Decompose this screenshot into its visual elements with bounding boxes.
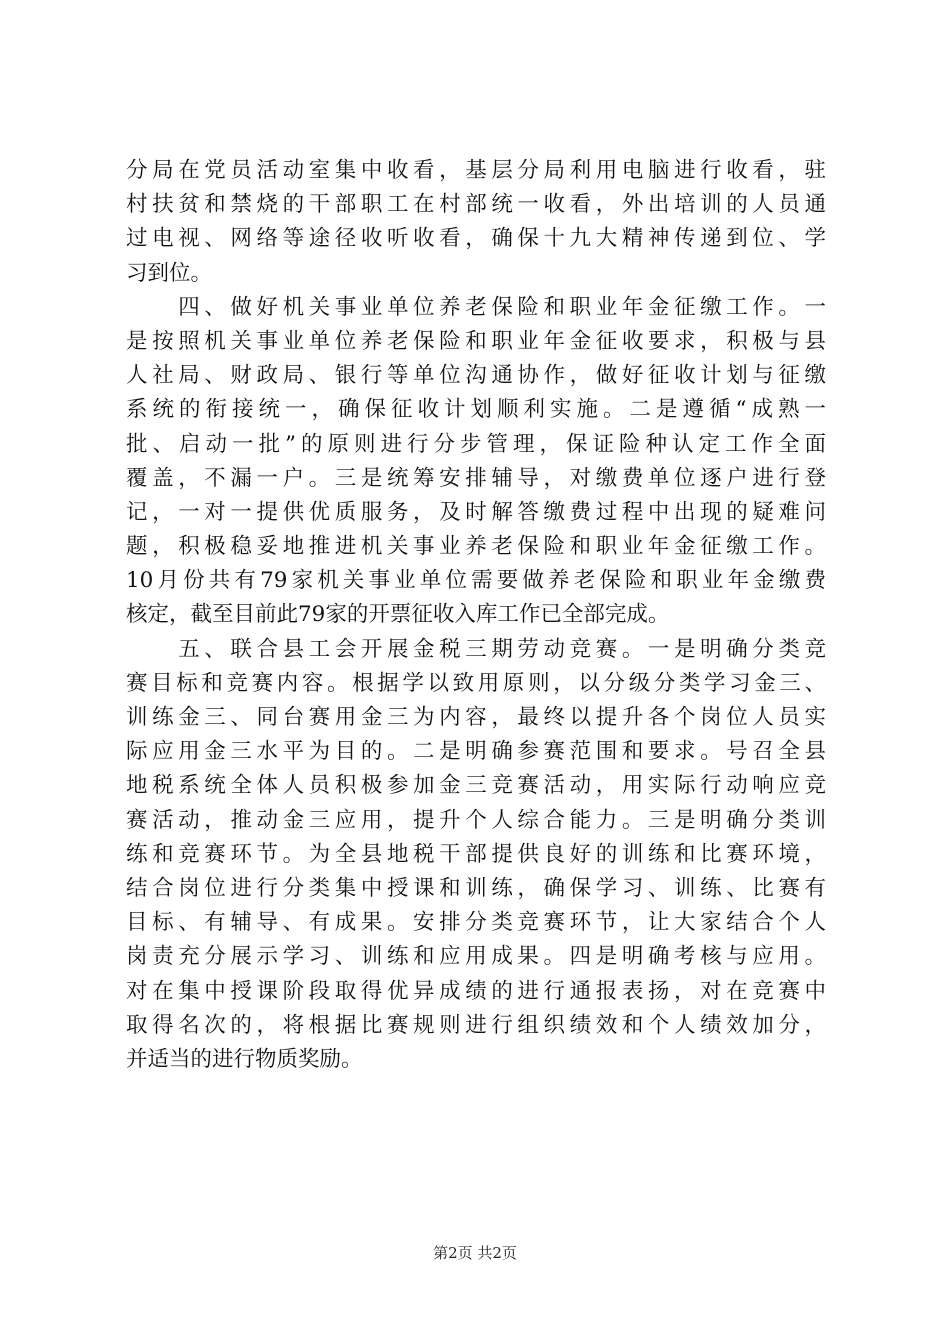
page-footer: 第2页 共2页 <box>433 1244 517 1262</box>
text-line: 核定，截至目前此79家的开票征收入库工作已全部完成。 <box>126 602 670 628</box>
text-line: 系统的衔接统一，确保征收计划顺利实施。二是遵循“成熟一 <box>126 397 826 423</box>
text-line: 结合岗位进行分类集中授课和训练，确保学习、训练、比赛有 <box>126 875 826 901</box>
text-line: 际应用金三水平为目的。二是明确参赛范围和要求。号召全县 <box>126 739 826 765</box>
text-line: 赛目标和竞赛内容。根据学以致用原则，以分级分类学习金三、 <box>126 670 826 696</box>
text-line: 题，积极稳妥地推进机关事业养老保险和职业年金征缴工作。 <box>126 534 826 560</box>
text-line: 岗责充分展示学习、训练和应用成果。四是明确考核与应用。 <box>126 944 826 970</box>
text-line: 分局在党员活动室集中收看，基层分局利用电脑进行收看，驻 <box>126 158 826 183</box>
text-line: 是按照机关事业单位养老保险和职业年金征收要求，积极与县 <box>126 328 826 354</box>
text-line: 目标、有辅导、有成果。安排分类竞赛环节，让大家结合个人 <box>126 910 826 936</box>
text-line: 取得名次的，将根据比赛规则进行组织绩效和个人绩效加分， <box>126 1012 826 1038</box>
text-line: 练和竞赛环节。为全县地税干部提供良好的训练和比赛环境， <box>126 841 826 867</box>
text-line: 10月份共有79家机关事业单位需要做养老保险和职业年金缴费 <box>126 568 826 594</box>
text-line: 批、启动一批”的原则进行分步管理，保证险种认定工作全面 <box>126 431 826 457</box>
body-text <box>126 154 826 1077</box>
text-line: 记，一对一提供优质服务，及时解答缴费过程中出现的疑难问 <box>126 499 826 525</box>
text-line: 四、做好机关事业单位养老保险和职业年金征缴工作。一 <box>126 294 826 320</box>
text-line: 人社局、财政局、银行等单位沟通协作，做好征收计划与征缴 <box>126 363 826 389</box>
text-line: 对在集中授课阶段取得优异成绩的进行通报表扬，对在竞赛中 <box>126 978 826 1004</box>
text-line: 地税系统全体人员积极参加金三竞赛活动，用实际行动响应竞 <box>126 773 826 799</box>
text-line: 并适当的进行物质奖励。 <box>126 1046 363 1072</box>
text-line: 村扶贫和禁烧的干部职工在村部统一收看，外出培训的人员通 <box>126 192 826 218</box>
text-line: 过电视、网络等途径收听收看，确保十九大精神传递到位、学 <box>126 226 826 252</box>
text-line: 覆盖，不漏一户。三是统筹安排辅导，对缴费单位逐户进行登 <box>126 465 826 491</box>
text-line: 训练金三、同台赛用金三为内容，最终以提升各个岗位人员实 <box>126 705 826 730</box>
text-line: 五、联合县工会开展金税三期劳动竞赛。一是明确分类竞 <box>126 636 826 662</box>
text-line: 赛活动，推动金三应用，提升个人综合能力。三是明确分类训 <box>126 807 826 833</box>
text-line: 习到位。 <box>126 260 213 286</box>
